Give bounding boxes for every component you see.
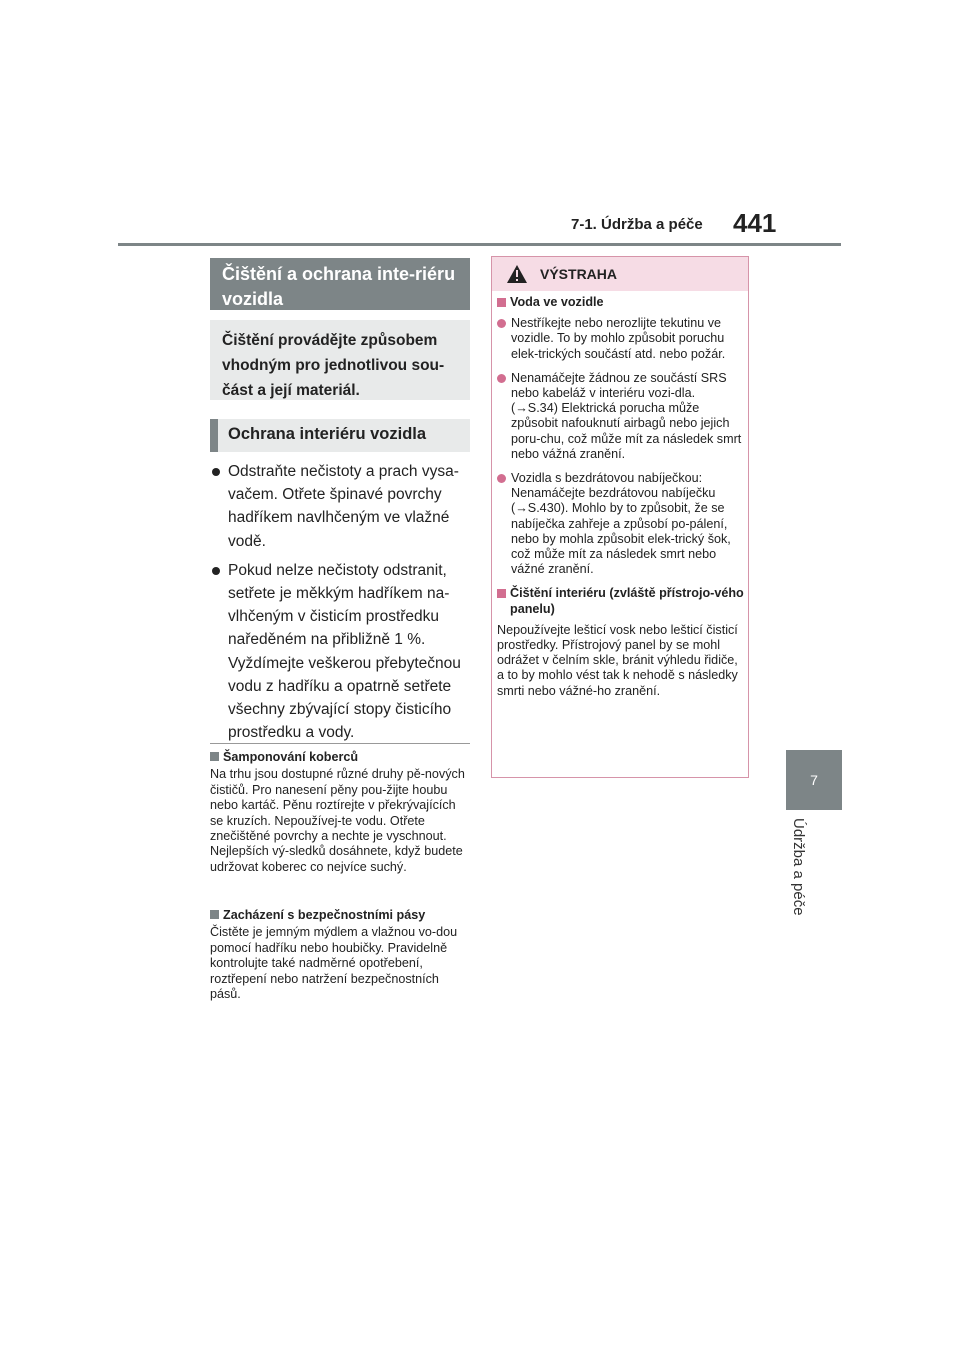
note-text: Čistěte je jemným mýdlem a vlažnou vo-dou pomocí hadříku nebo houbičky. Pravidelně kontrolujte také nadměrné opotřebení, roztřepení nebo natržení bezpečnostních pásů.	[210, 925, 458, 1002]
warning-paragraph: Nepoužívejte lešticí vosk nebo lešticí čisticí prostředky. Přístrojový panel by se mohl odrážet v čelním skle, bránit výhledu řidiče, a to by mohlo vést tak k nehodě s následky smrti nebo vážné-ho zranění.	[497, 622, 738, 698]
subheading: Ochrana interiéru vozidla	[210, 419, 470, 452]
warning-heading-text: Čištění interiéru (zvláště přístrojo-vého panelu)	[510, 586, 744, 616]
bullet-icon	[497, 374, 506, 383]
warning-header	[492, 257, 748, 291]
note-text: Na trhu jsou dostupné různé druhy pě-nových čističů. Pro nanesení pěny pou-žijte houbu nebo kartáč. Pěnu roztírejte v překrývajících se kruzích. Nepoužívej-te vodu. Otřete znečištěné povrchy a nechte je vyschnout. Nejlepších vý-sledků dosáhnete, když budete udržovat koberec co nejvíce suchý.	[210, 767, 465, 874]
list-item	[210, 460, 472, 553]
list-item-text: Pokud nelze nečistoty odstranit, setřete je měkkým hadříkem na-vlhčeným v čisticím prostředku naředěném na přibližně 1 %. Vyždímejte veškerou přebytečnou vodu z hadříku a opatrně setřete všechny zbývající stopy čisticího prostředku a vody.	[228, 561, 461, 742]
warning-title: VÝSTRAHA	[540, 266, 618, 282]
warning-item	[497, 471, 745, 577]
lead-paragraph: Čištění provádějte způsobem vhodným pro jednotlivou sou-část a její materiál.	[210, 320, 470, 400]
warning-item-text: Vozidla s bezdrátovou nabíječkou: Nenamáčejte bezdrátovou nabíječku (→S.430). Mohlo by to způsobit, že se nabíječka zahřeje a způsobí po-pálení, nebo by mohla způsobit elek-trický šok, což může mít za následek smrt nebo vážné zranění.	[511, 471, 731, 577]
note-heading-text: Zacházení s bezpečnostními pásy	[223, 908, 426, 922]
square-bullet-icon	[497, 298, 506, 307]
note-seatbelts	[210, 908, 472, 1002]
warning-box	[491, 256, 749, 778]
chapter-label: Údržba a péče	[790, 818, 807, 916]
warning-section-heading	[497, 586, 745, 616]
warning-body	[497, 293, 745, 699]
divider	[210, 743, 470, 744]
note-heading-text: Šamponování koberců	[223, 750, 359, 764]
warning-item	[497, 371, 745, 462]
chapter-number: 7	[810, 772, 818, 788]
page-number: 441	[733, 208, 777, 238]
warning-item-text: Nestříkejte nebo nerozlijte tekutinu ve vozidle. To by mohlo způsobit poruchu elek-trických součástí atd. nebo požár.	[511, 316, 726, 361]
header-rule	[118, 243, 841, 246]
note-carpet	[210, 750, 472, 875]
page-title: Čištění a ochrana inte-riéru vozidla	[210, 258, 470, 310]
warning-triangle-icon	[506, 264, 528, 284]
warning-heading-text: Voda ve vozidle	[510, 295, 604, 309]
bullet-icon	[212, 567, 220, 575]
list-item-text: Odstraňte nečistoty a prach vysa-vačem. Otřete špinavé povrchy hadříkem navlhčeným ve vlažné vodě.	[228, 463, 459, 550]
square-bullet-icon	[497, 589, 506, 598]
bullet-list	[210, 460, 472, 750]
warning-item-text: Nenamáčejte žádnou ze součástí SRS nebo kabeláž v interiéru vozi-dla. (→S.34) Elektrická porucha může způsobit nafouknutí airbagů nebo jejich poru-chu, což může mít za následek smrt nebo vážná zranění.	[511, 370, 742, 461]
warning-item	[497, 316, 745, 362]
warning-section-heading	[497, 295, 745, 310]
chapter-tab	[786, 750, 842, 810]
bullet-icon	[497, 319, 506, 328]
note-heading	[210, 908, 472, 923]
square-bullet-icon	[210, 752, 219, 761]
bullet-icon	[497, 474, 506, 483]
list-item	[210, 559, 472, 745]
section-title: 7-1. Údržba a péče	[571, 216, 703, 233]
note-heading	[210, 750, 472, 765]
square-bullet-icon	[210, 910, 219, 919]
bullet-icon	[212, 468, 220, 476]
